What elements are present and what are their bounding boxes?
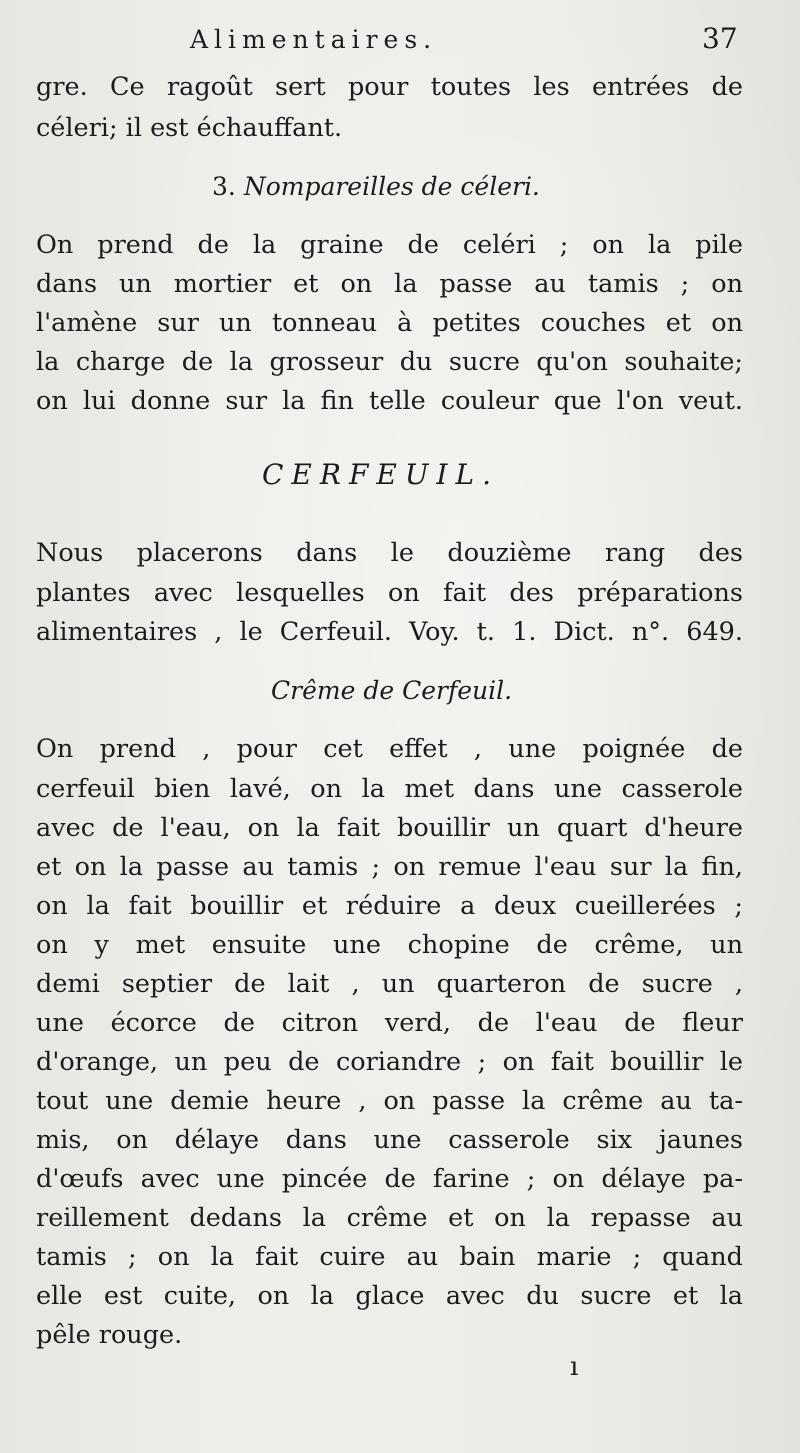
text-line: on lui donne sur la fin telle couleur que l'on veut. <box>36 386 743 416</box>
running-title: Alimentaires. <box>190 25 438 54</box>
text-line: On prend de la graine de celéri ; on la pile <box>36 230 743 260</box>
section-number: 3. <box>212 172 236 201</box>
text-line: demi septier de lait , un quarteron de sucre , <box>36 969 743 999</box>
text-line: tout une demie heure , on passe la crême au ta- <box>36 1086 743 1116</box>
text-line: avec de l'eau, on la fait bouillir un quart d'heure <box>36 813 743 843</box>
text-line: mis, on délaye dans une casserole six jaunes <box>36 1125 743 1155</box>
text-line: céleri; il est échauffant. <box>36 113 343 143</box>
section-heading: CERFEUIL. <box>262 458 499 491</box>
text-line: cerfeuil bien lavé, on la met dans une casserole <box>36 774 743 804</box>
text-line: l'amène sur un tonneau à petites couches et on <box>36 308 743 338</box>
text-line: d'œufs avec une pincée de farine ; on délaye pa- <box>36 1164 743 1194</box>
section-heading <box>212 172 540 201</box>
text-line: plantes avec lesquelles on fait des préparations <box>36 578 743 608</box>
text-line: tamis ; on la fait cuire au bain marie ; quand <box>36 1242 743 1272</box>
text-line: reillement dedans la crême et on la repasse au <box>36 1203 743 1233</box>
text-line: pêle rouge. <box>36 1320 183 1350</box>
page-number: 37 <box>702 22 738 55</box>
signature-mark: ı <box>570 1352 579 1382</box>
text-line: alimentaires , le Cerfeuil. Voy. t. 1. Dict. n°. 649. <box>36 617 743 647</box>
text-line: Nous placerons dans le douzième rang des <box>36 538 743 568</box>
text-line: dans un mortier et on la passe au tamis ; on <box>36 269 743 299</box>
text-line: elle est cuite, on la glace avec du sucre et la <box>36 1281 743 1311</box>
text-line: une écorce de citron verd, de l'eau de fleur <box>36 1008 743 1038</box>
text-line: et on la passe au tamis ; on remue l'eau sur la fin, <box>36 852 743 882</box>
text-line: d'orange, un peu de coriandre ; on fait bouillir le <box>36 1047 743 1077</box>
section-title: Nompareilles de céleri. <box>243 172 540 201</box>
text-line: On prend , pour cet effet , une poignée de <box>36 734 743 764</box>
text-line: on y met ensuite une chopine de crême, un <box>36 930 743 960</box>
text-line: gre. Ce ragoût sert pour toutes les entrées de <box>36 72 743 102</box>
text-line: la charge de la grosseur du sucre qu'on souhaite; <box>36 347 743 377</box>
text-line: on la fait bouillir et réduire a deux cueillerées ; <box>36 891 743 921</box>
section-heading: Crême de Cerfeuil. <box>271 676 513 705</box>
